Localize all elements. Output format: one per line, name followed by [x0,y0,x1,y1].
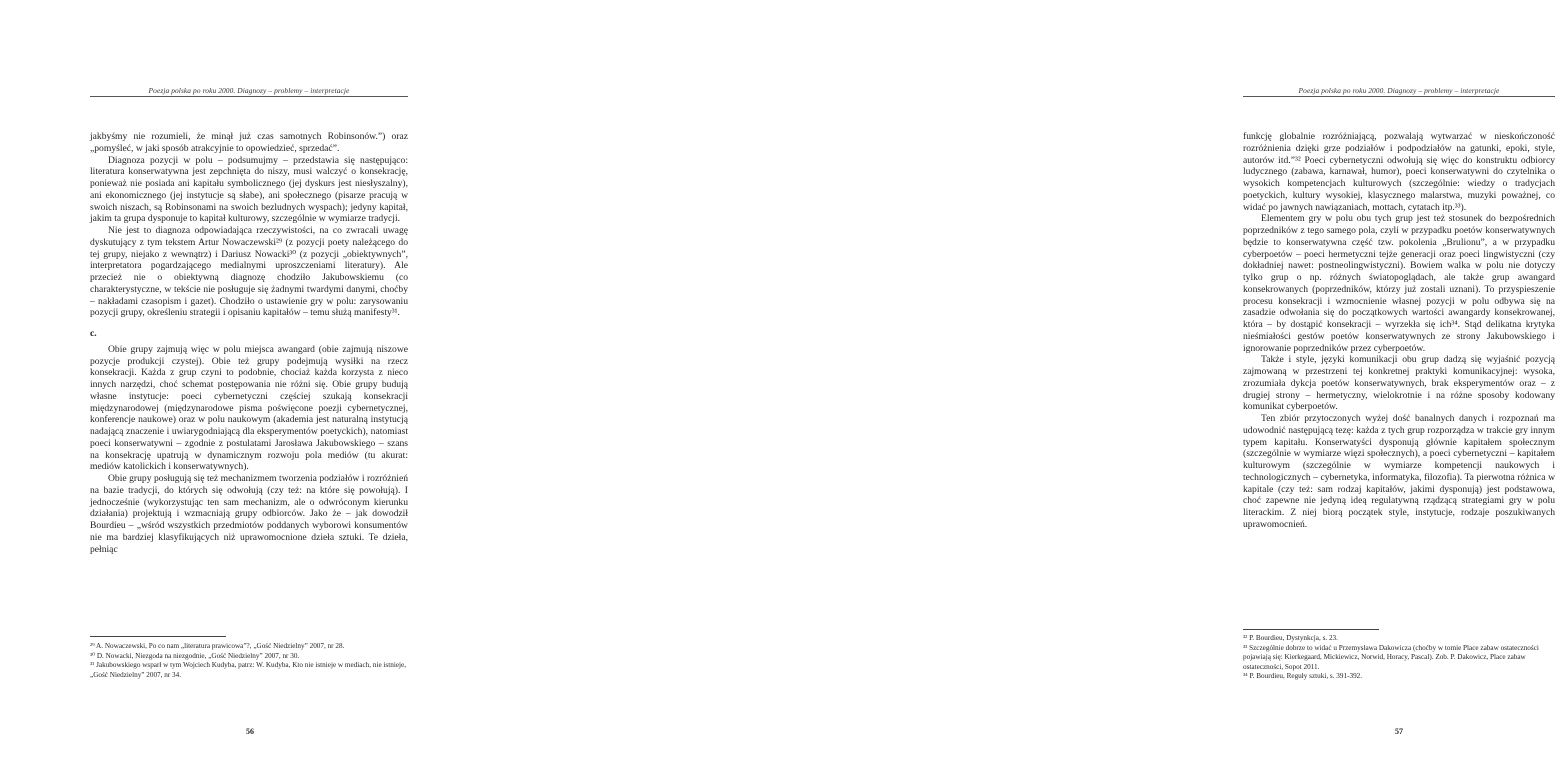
running-header: Poezja polska po roku 2000. Diagnozy – problemy – interpretacje [148,86,350,95]
footnote: ³³ Szczególnie dobrze to widać u Przemysława Dakowicza (choćby w tomie Place zabaw ostateczności pojawiają się: Kierkegaard, Mickiewicz, Norwid, Horacy, Pascal). Zob. P. Dakowicz, Place zabaw ostateczności, Sopot 2011. [1243,643,1539,671]
section-heading: c. [90,328,97,339]
footnotes [90,642,408,680]
body-text [90,131,408,555]
running-header: Poezja polska po roku 2000. Diagnozy – problemy – interpretacje [1298,86,1500,95]
footnote: ³² P. Bourdieu, Dystynkcja, s. 23. [1243,634,1338,642]
paragraph: jakbyśmy nie rozumieli, że minął już czas samotnych Robinsonów.”) oraz „pomyśleć, w jaki sposób atrakcyjnie to opowiedzieć, sprzedać”. [90,131,408,154]
page-number: 57 [1395,727,1403,736]
paragraph: Elementem gry w polu obu tych grup jest też stosunek do bezpośrednich poprzedników z tego samego pola, czyli w przypadku poetów konserwatywnych będzie to konserwatywna część tzw. pokolenia „Brulionu”, a w przypadku cyberpoetów – poeci hermetyczni tejże generacji oraz poeci lingwistyczni (czy dokładniej nawet: postneolingwistyczni). Bowiem walka w polu nie dotyczy tylko grup o np. różnych światopoglądach, ale także grup awangard konsekrowanych (poprzedników, którzy już zostali uznani). To przyspieszenie procesu konsekracji i wzmocnienie własnej pozycji w polu odbywa się na zasadzie odwołania się do początkowych wartości awangardy konsekrowanej, która – by dostąpić konsekracji – wyrzekła się ich³⁴. Stąd delikatna krytyka nieśmiałości gestów poetów konserwatywnych ze strony Jakubowskiego i ignorowanie poprzedników przez cyberpoetów. [1243,213,1555,354]
paragraph: Obie grupy zajmują więc w polu miejsca awangard (obie zajmują niszowe pozycje produkcji czystej). Obie też grupy podejmują wysiłki na rzecz konsekracji. Każda z grup czyni to podobnie, chociaż każda korzysta z nieco innych narzędzi, choć schemat postępowania nie różni się. Obie grupy budują własne instytucje: poeci cybernetyczni częściej szukają konsekracji międzynarodowej (międzynarodowe pisma poświęcone poezji cybernetycznej, konferencje naukowe) oraz w polu naukowym (akademia jest naturalną instytucją nadającą znaczenie i uwiarygodniającą dla eksperymentów poetyckich), natomiast poeci konserwatywni – zgodnie z postulatami Jarosława Jakubowskiego – szans na konsekrację upatrują w dynamicznym rozwoju pola mediów (tu akurat: mediów katolickich i konserwatywnych). [90,343,408,473]
footnote: ³⁴ P. Bourdieu, Reguły sztuki, s. 391-392. [1243,672,1363,681]
page-number: 56 [246,727,254,736]
paragraph: Obie grupy posługują się też mechanizmem tworzenia podziałów i rozróżnień na bazie tradycji, do których się odwołują (czy też: na które się powołują). I jednocześnie (wykorzystując ten sam mechanizm, ale o odwróconym kierunku działania) projektują i wzmacniają grupy odbiorców. Jako że – jak dowodził Bourdieu – „wśród wszystkich przedmiotów poddanych wyborowi konsumentów nie ma bardziej klasyfikujących niż uprawomocnione dzieła sztuki. Te dzieła, pełniąc [90,473,408,555]
body-text [1243,131,1555,531]
paragraph: Nie jest to diagnoza odpowiadająca rzeczywistości, na co zwracali uwagę dyskutujący z tym tekstem Artur Nowaczewski²⁹ (z pozycji poety należącego do tej grupy, niejako z wewnątrz) i Dariusz Nowacki³⁰ (z pozycji „obiektywnych”, interpretatora pogardzającego medialnymi uproszczeniami literatury). Ale przecież nie o obiektywną diagnozę chodziło Jakubowskiemu (co charakterystyczne, w tekście nie posługuje się żadnymi twardymi danymi, choćby – nakładami czasopism i gazet). Chodziło o ustawienie gry w polu: zarysowaniu pozycji grupy, określeniu strategii i opisaniu kapitałów – temu służą manifesty³¹. [90,225,408,319]
header-rule [90,96,408,97]
paragraph: funkcję globalnie rozróżniającą, pozwalają wytwarzać w nieskończoność rozróżnienia dzięki grze podziałów i podpodziałów na gatunki, epoki, style, autorów itd.”³² Poeci cybernetyczni odwołują się więc do konstruktu odbiorcy ludycznego (zabawa, karnawał, humor), poeci konserwatywni do czytelnika o wysokich kompetencjach kulturowych (szczególnie: wiedzy o tradycjach poetyckich, kultury wysokiej, klasycznego malarstwa, muzyki poważnej, co widać po jawnych nawiązaniach, mottach, cytatach itp.³³). [1243,131,1555,213]
header-rule [1243,96,1555,97]
footnote: ³⁰ D. Nowacki, Niezgoda na niezgodnie, „Gość Niedzielny” 2007, nr 30. [90,651,300,660]
paragraph: Także i style, języki komunikacji obu grup dadzą się wyjaśnić pozycją zajmowaną w przestrzeni tej konkretnej praktyki komunikacyjnej: wysoka, zrozumiała dykcja poetów konserwatywnych, brak eksperymentów oraz – z drugiej strony – hermetyczny, wielokrotnie i na różne sposoby kodowany komunikat cyberpoetów. [1243,354,1555,413]
left-page [0,0,550,778]
footnotes [1243,634,1555,682]
footnote: ³¹ Jakubowskiego wsparł w tym Wojciech Kudyba, patrz: W. Kudyba, Kto nie istnieje w mediach, nie istnieje, „Gość Niedzielny” 2007, nr 34. [90,661,406,679]
footnote-rule [90,636,226,637]
footnote: ²⁹ A. Nowaczewski, Po co nam „literatura prawicowa”?, „Gość Niedzielny” 2007, nr 28. [90,642,345,650]
right-page [550,0,1555,778]
footnote-rule [1243,629,1379,630]
paragraph: Diagnoza pozycji w polu – podsumujmy – przedstawia się następująco: literatura konserwatywna jest zepchnięta do niszy, musi walczyć o konsekrację, ponieważ nie posiada ani kapitału symbolicznego (jej dyskurs jest niesłyszalny), ani ekonomicznego (jej instytucje są słabe), ani społecznego (pisarze pracują w swoich niszach, są Robinsonami na swoich bezludnych wyspach); jedyny kapitał, jakim ta grupa dysponuje to kapitał kulturowy, szczególnie w wymiarze tradycji. [90,154,408,225]
paragraph: Ten zbiór przytoczonych wyżej dość banalnych danych i rozpoznań ma udowodnić następującą tezę: każda z tych grup rozporządza w trakcie gry innym typem kapitału. Konserwatyści dysponują głównie kapitałem społecznym (szczególnie w wymiarze więzi społecznych), a poeci cybernetyczni – kapitałem kulturowym (szczególnie w wymiarze kompetencji naukowych i technologicznych – cybernetyka, informatyka, filozofia). Ta pierwotna różnica w kapitale (czy też: sam rodzaj kapitałów, jakimi dysponują) jest podstawowa, choć zapewne nie jedyną ideą regulatywną rządzącą strategiami gry w polu literackim. Z niej biorą początek style, instytucje, rodzaje poszukiwanych uprawomocnień. [1243,413,1555,530]
